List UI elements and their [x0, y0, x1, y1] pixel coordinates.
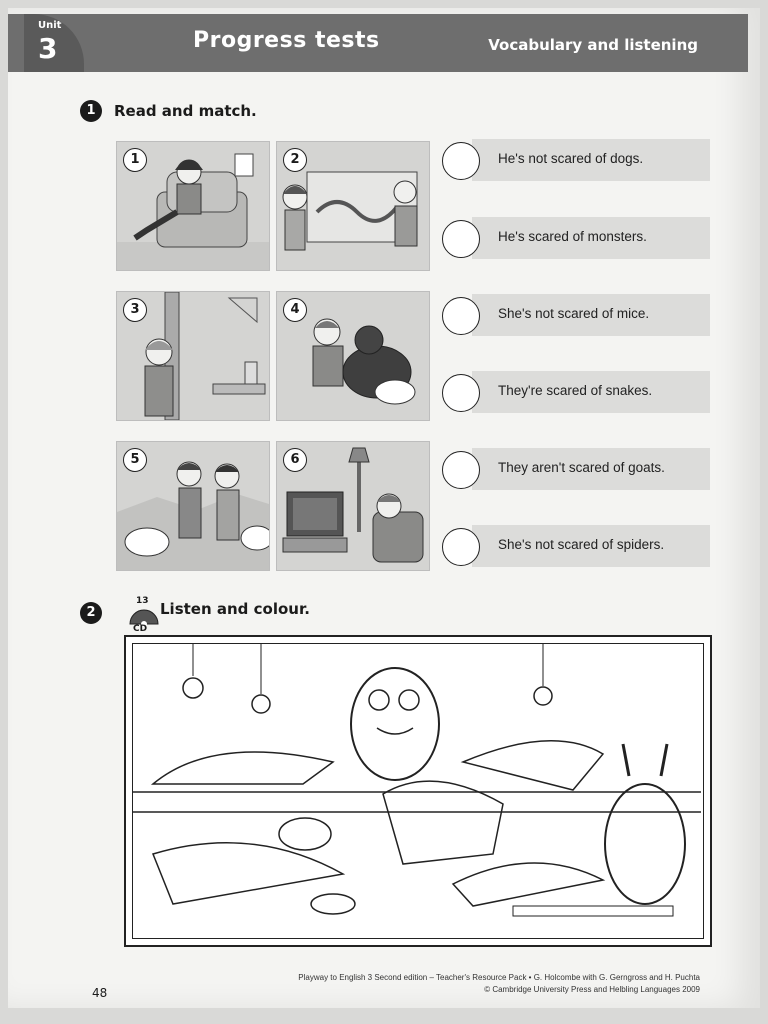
answer-circle-2[interactable]	[442, 220, 480, 258]
credit-line-2: © Cambridge University Press and Helbling Languages 2009	[484, 985, 700, 994]
exercise-1-instruction: Read and match.	[114, 102, 257, 120]
picture-number: 2	[283, 148, 307, 172]
sentence-row-3	[472, 294, 710, 336]
picture-number: 6	[283, 448, 307, 472]
picture-6	[276, 441, 430, 571]
page-title: Progress tests	[193, 28, 380, 53]
answer-circle-6[interactable]	[442, 528, 480, 566]
page-number: 48	[92, 986, 108, 1000]
unit-label: Unit	[38, 20, 62, 31]
answer-circle-4[interactable]	[442, 374, 480, 412]
exercise-2-number: 2	[80, 602, 102, 624]
colouring-scene	[124, 635, 712, 947]
scene-frame	[132, 643, 704, 939]
sentence-text: They're scared of snakes.	[498, 383, 653, 398]
exercise-2-instruction: Listen and colour.	[160, 600, 310, 618]
picture-2	[276, 141, 430, 271]
exercise-1-number: 1	[80, 100, 102, 122]
sentence-row-4	[472, 371, 710, 413]
answer-circle-3[interactable]	[442, 297, 480, 335]
unit-badge	[24, 14, 84, 72]
picture-5	[116, 441, 270, 571]
sentence-text: He's scared of monsters.	[498, 229, 647, 244]
monsters-and-animals-illustration	[133, 644, 701, 934]
sentence-row-1	[472, 139, 710, 181]
sentence-row-5	[472, 448, 710, 490]
sentence-text: He's not scared of dogs.	[498, 151, 644, 166]
sentence-text: They aren't scared of goats.	[498, 460, 665, 475]
cd-track-number: 13	[136, 596, 149, 606]
picture-number: 3	[123, 298, 147, 322]
sentence-row-2	[472, 217, 710, 259]
picture-1	[116, 141, 270, 271]
picture-number: 4	[283, 298, 307, 322]
answer-circle-5[interactable]	[442, 451, 480, 489]
picture-number: 5	[123, 448, 147, 472]
unit-number: 3	[38, 32, 58, 65]
picture-3	[116, 291, 270, 421]
sentence-text: She's not scared of mice.	[498, 306, 650, 321]
answer-circle-1[interactable]	[442, 142, 480, 180]
cd-label: CD	[133, 624, 148, 634]
sentence-text: She's not scared of spiders.	[498, 537, 665, 552]
picture-4	[276, 291, 430, 421]
page-header	[8, 14, 748, 72]
copyright-credit	[298, 972, 700, 996]
page-subtitle: Vocabulary and listening	[488, 36, 698, 54]
worksheet-page	[8, 8, 760, 1008]
sentence-row-6	[472, 525, 710, 567]
credit-line-1: Playway to English 3 Second edition – Teacher's Resource Pack • G. Holcombe with G. Gerngross and H. Puchta	[298, 973, 700, 982]
picture-number: 1	[123, 148, 147, 172]
